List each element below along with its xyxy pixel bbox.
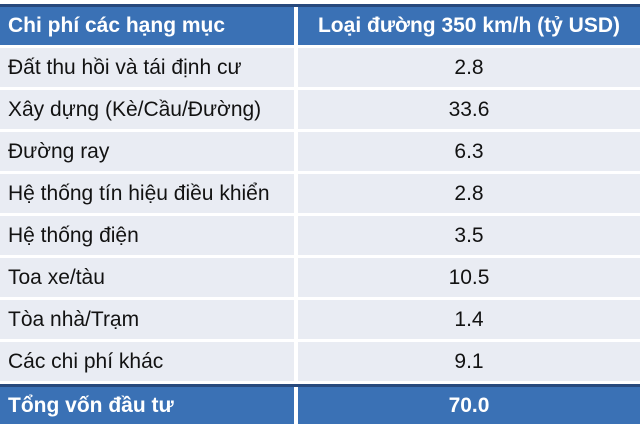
table-row bbox=[0, 300, 640, 339]
row-label: Hệ thống điện bbox=[8, 223, 139, 247]
total-label-cell bbox=[0, 387, 294, 424]
header-cell-category bbox=[0, 7, 294, 45]
row-label: Tòa nhà/Trạm bbox=[8, 307, 140, 331]
header-category-label: Chi phí các hạng mục bbox=[8, 14, 226, 37]
row-value: 9.1 bbox=[454, 349, 484, 373]
total-value: 70.0 bbox=[448, 393, 490, 417]
row-value: 33.6 bbox=[448, 97, 490, 121]
header-value-label: Loại đường 350 km/h (tỷ USD) bbox=[317, 14, 620, 37]
row-value: 6.3 bbox=[454, 139, 484, 163]
row-label-cell bbox=[0, 258, 294, 297]
row-label-cell bbox=[0, 132, 294, 171]
row-value-cell bbox=[298, 216, 640, 255]
row-value: 3.5 bbox=[454, 223, 484, 247]
table-total-row bbox=[0, 384, 640, 424]
total-label: Tổng vốn đầu tư bbox=[8, 393, 174, 417]
row-value: 10.5 bbox=[448, 265, 490, 289]
table-row bbox=[0, 342, 640, 381]
row-value-cell bbox=[298, 258, 640, 297]
row-value-cell bbox=[298, 300, 640, 339]
row-label: Xây dựng (Kè/Cầu/Đường) bbox=[8, 97, 262, 121]
row-value-cell bbox=[298, 132, 640, 171]
row-label: Các chi phí khác bbox=[8, 349, 164, 373]
table-row bbox=[0, 174, 640, 213]
table-row bbox=[0, 132, 640, 171]
header-cell-value bbox=[298, 7, 640, 45]
row-value-cell bbox=[298, 342, 640, 381]
row-label-cell bbox=[0, 174, 294, 213]
row-value: 1.4 bbox=[454, 307, 484, 331]
row-value: 2.8 bbox=[454, 55, 484, 79]
row-label: Đất thu hồi và tái định cư bbox=[8, 55, 242, 79]
table-row bbox=[0, 48, 640, 87]
row-value-cell bbox=[298, 90, 640, 129]
table-row bbox=[0, 90, 640, 129]
row-label-cell bbox=[0, 300, 294, 339]
table-row bbox=[0, 258, 640, 297]
row-label-cell bbox=[0, 48, 294, 87]
row-label: Đường ray bbox=[8, 139, 110, 163]
row-label-cell bbox=[0, 342, 294, 381]
row-label: Toa xe/tàu bbox=[8, 265, 105, 289]
table-row bbox=[0, 216, 640, 255]
row-value: 2.8 bbox=[454, 181, 484, 205]
total-value-cell bbox=[298, 387, 640, 424]
row-value-cell bbox=[298, 48, 640, 87]
table-header-row bbox=[0, 4, 640, 45]
row-label-cell bbox=[0, 90, 294, 129]
row-label-cell bbox=[0, 216, 294, 255]
row-label: Hệ thống tín hiệu điều khiển bbox=[8, 181, 270, 205]
row-value-cell bbox=[298, 174, 640, 213]
